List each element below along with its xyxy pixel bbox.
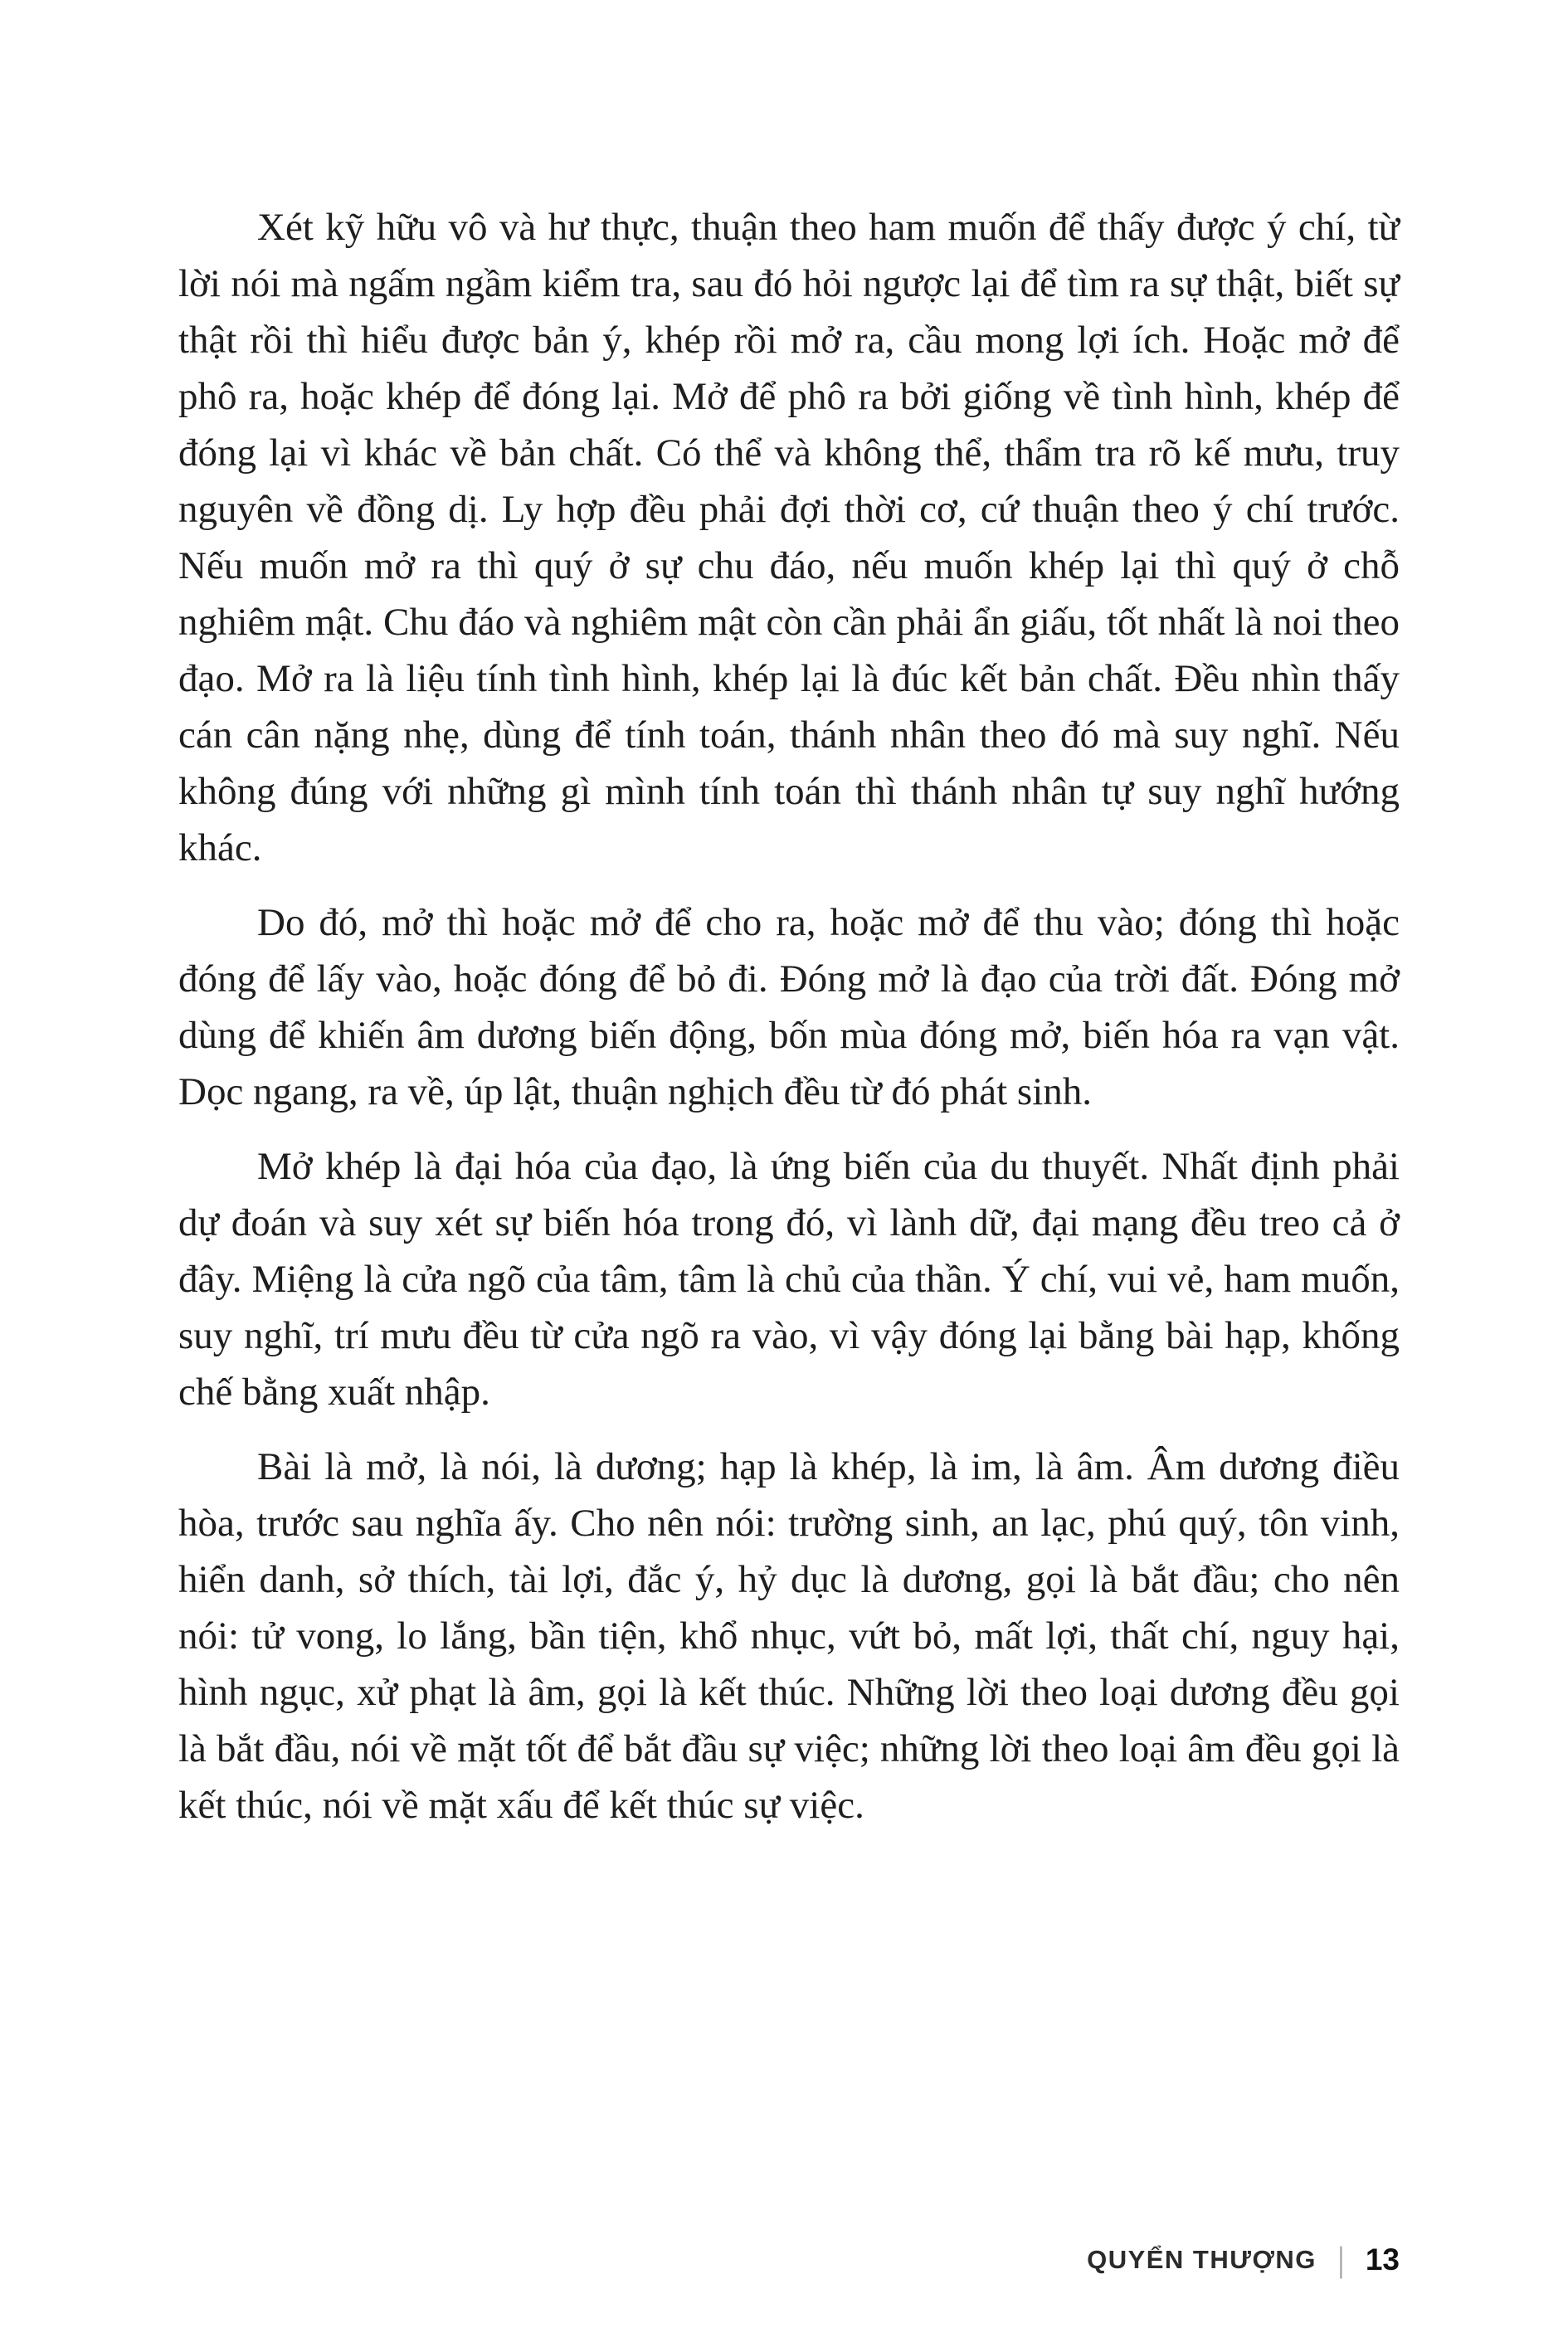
paragraph: Do đó, mở thì hoặc mở để cho ra, hoặc mở để thu vào; đóng thì hoặc đóng để lấy vào, hoặc đóng để bỏ đi. Đóng mở là đạo của trời đất. Đóng mở dùng để khiến âm dương biến động, bốn mùa đóng mở, biến hóa ra vạn vật. Dọc ngang, ra về, úp lật, thuận nghịch đều từ đó phát sinh.	[178, 901, 1400, 1113]
paragraph: Xét kỹ hữu vô và hư thực, thuận theo ham muốn để thấy được ý chí, từ lời nói mà ngấm ngầm kiểm tra, sau đó hỏi ngược lại để tìm ra sự thật, biết sự thật rồi thì hiểu được bản ý, khép rồi mở ra, cầu mong lợi ích. Hoặc mở để phô ra, hoặc khép để đóng lại. Mở để phô ra bởi giống về tình hình, khép để đóng lại vì khác về bản chất. Có thể và không thể, thẩm tra rõ kế mưu, truy nguyên về đồng dị. Ly hợp đều phải đợi thời cơ, cứ thuận theo ý chí trước. Nếu muốn mở ra thì quý ở sự chu đáo, nếu muốn khép lại thì quý ở chỗ nghiêm mật. Chu đáo và nghiêm mật còn cần phải ẩn giấu, tốt nhất là noi theo đạo. Mở ra là liệu tính tình hình, khép lại là đúc kết bản chất. Đều nhìn thấy cán cân nặng nhẹ, dùng để tính toán, thánh nhân theo đó mà suy nghĩ. Nếu không đúng với những gì mình tính toán thì thánh nhân tự suy nghĩ hướng khác.	[178, 206, 1400, 869]
paragraph: Bài là mở, là nói, là dương; hạp là khép, là im, là âm. Âm dương điều hòa, trước sau nghĩa ấy. Cho nên nói: trường sinh, an lạc, phú quý, tôn vinh, hiển danh, sở thích, tài lợi, đắc ý, hỷ dục là dương, gọi là bắt đầu; cho nên nói: tử vong, lo lắng, bần tiện, khổ nhục, vứt bỏ, mất lợi, thất chí, nguy hại, hình ngục, xử phạt là âm, gọi là kết thúc. Những lời theo loại dương đều gọi là bắt đầu, nói về mặt tốt để bắt đầu sự việc; những lời theo loại âm đều gọi là kết thúc, nói về mặt xấu để kết thúc sự việc.	[178, 1445, 1400, 1827]
page-number: 13	[1365, 2242, 1400, 2277]
footer-separator: |	[1338, 2240, 1344, 2279]
paragraph: Mở khép là đại hóa của đạo, là ứng biến của du thuyết. Nhất định phải dự đoán và suy xét sự biến hóa trong đó, vì lành dữ, đại mạng đều treo cả ở đây. Miệng là cửa ngõ của tâm, tâm là chủ của thần. Ý chí, vui vẻ, ham muốn, suy nghĩ, trí mưu đều từ cửa ngõ ra vào, vì vậy đóng lại bằng bài hạp, khống chế bằng xuất nhập.	[178, 1145, 1400, 1414]
section-title: QUYỂN THƯỢNG	[1087, 2245, 1317, 2274]
page-text-block	[178, 199, 1400, 1852]
page-footer	[1087, 2242, 1400, 2277]
